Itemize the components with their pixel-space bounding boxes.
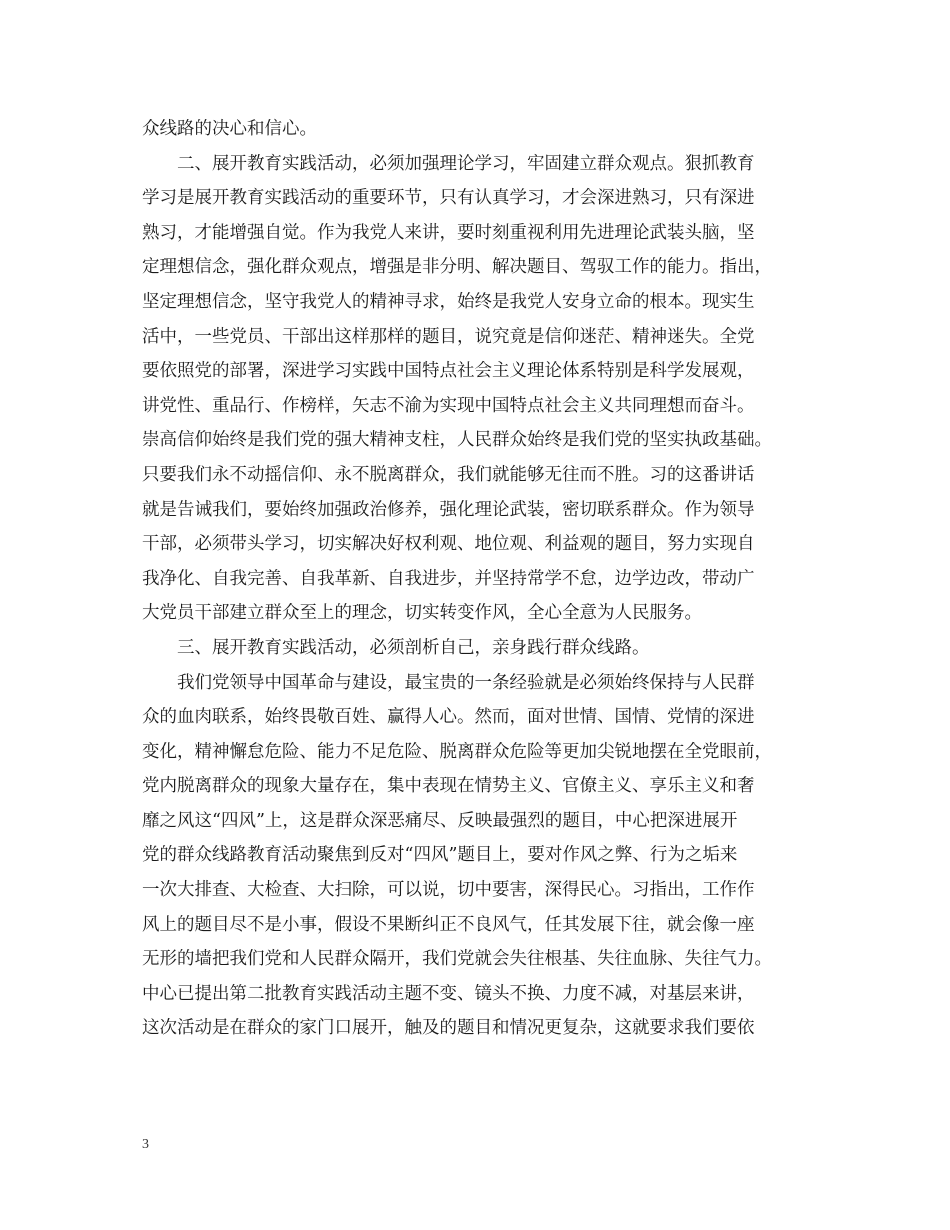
text-line: 二、展开教育实践活动，必须加强理论学习，牢固建立群众观点。狠抓教育 [177, 153, 755, 174]
text-line: 坚定理想信念，坚守我党人的精神寻求，始终是我党人安身立命的根本。现实生 [142, 291, 755, 312]
text-line: 活中，一些党员、干部出这样那样的题目，说究竟是信仰迷茫、精神迷失。全党 [142, 326, 755, 347]
text-line: 靡之风这“四风”上，这是群众深恶痛尽、反映最强烈的题目，中心把深进展开 [142, 810, 738, 831]
text-line: 众的血肉联系，始终畏敬百姓、赢得人心。然而，面对世情、国情、党情的深进 [142, 707, 755, 728]
text-line: 三、展开教育实践活动，必须剖析自己，亲身践行群众线路。 [177, 637, 650, 658]
text-line: 要依照党的部署，深进学习实践中国特点社会主义理论体系特别是科学发展观， [142, 361, 755, 382]
text-line: 中心已提出第二批教育实践活动主题不变、镜头不换、力度不减，对基层来讲， [142, 983, 755, 1004]
text-line: 风上的题目尽不是小事，假设不果断纠正不良风气，任其发展下往，就会像一座 [142, 914, 755, 935]
text-line: 我们党领导中国革命与建设，最宝贵的一条经验就是必须始终保持与人民群 [177, 672, 755, 693]
text-line: 党内脱离群众的现象大量存在，集中表现在情势主义、官僚主义、享乐主义和奢 [142, 776, 755, 797]
text-line: 一次大排查、大检查、大扫除，可以说，切中要害，深得民心。习指出，工作作 [142, 880, 755, 901]
text-line: 党的群众线路教育活动聚焦到反对“四风”题目上，要对作风之弊、行为之垢来 [142, 845, 738, 866]
text-line: 熟习，才能增强自觉。作为我党人来讲，要时刻重视利用先进理论武装头脑，坚 [142, 222, 755, 243]
body-text [142, 112, 822, 1046]
page-number: 3 [142, 1137, 149, 1152]
text-line: 我净化、自我完善、自我革新、自我进步，并坚持常学不怠，边学边改，带动广 [142, 568, 755, 589]
text-line: 大党员干部建立群众至上的理念，切实转变作风，全心全意为人民服务。 [142, 603, 702, 624]
text-line: 无形的墙把我们党和人民群众隔开，我们党就会失往根基、失往血脉、失往气力。 [142, 949, 772, 970]
text-line: 学习是展开教育实践活动的重要环节，只有认真学习，才会深进熟习，只有深进 [142, 188, 755, 209]
text-line: 变化，精神懈怠危险、能力不足危险、脱离群众危险等更加尖锐地摆在全党眼前， [142, 741, 772, 762]
text-line: 崇高信仰始终是我们党的强大精神支柱，人民群众始终是我们党的坚实执政基础。 [142, 430, 772, 451]
text-line: 众线路的决心和信心。 [142, 119, 317, 139]
text-line: 定理想信念，强化群众观点，增强是非分明、解决题目、驾驭工作的能力。指出， [142, 257, 772, 278]
text-line: 只要我们永不动摇信仰、永不脱离群众，我们就能够无往而不胜。习的这番讲话 [142, 464, 755, 485]
text-line: 这次活动是在群众的家门口展开，触及的题目和情况更复杂，这就要求我们要依 [142, 1018, 755, 1039]
text-line: 干部，必须带头学习，切实解决好权利观、地位观、利益观的题目，努力实现自 [142, 534, 755, 555]
text-line: 讲党性、重品行、作榜样，矢志不渝为实现中国特点社会主义共同理想而奋斗。 [142, 395, 755, 416]
text-line: 就是告诫我们，要始终加强政治修养，强化理论武装，密切联系群众。作为领导 [142, 499, 755, 520]
